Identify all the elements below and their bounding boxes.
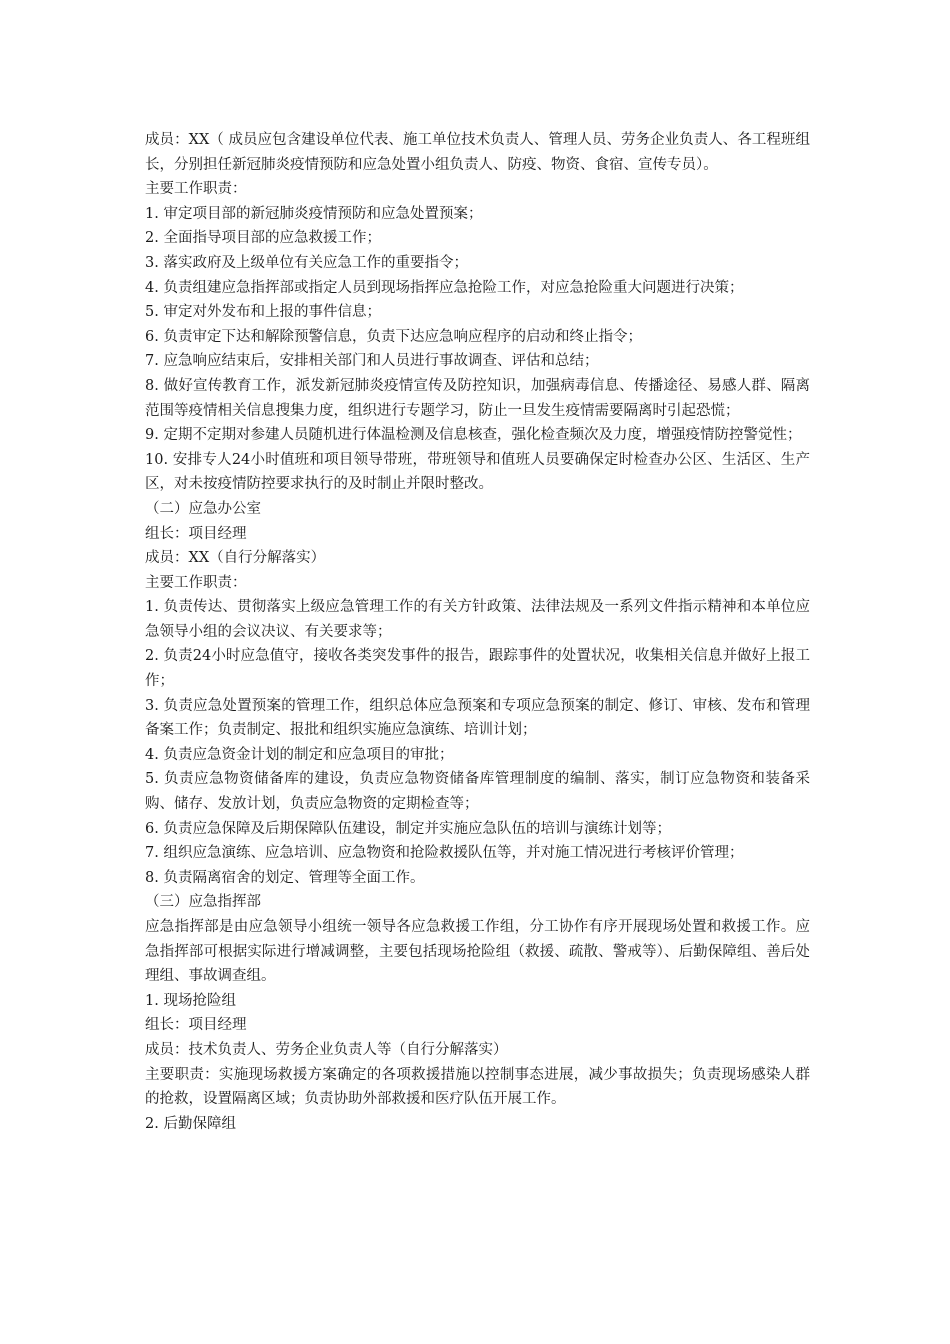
paragraph-office-item-4: 4. 负责应急资金计划的制定和应急项目的审批； xyxy=(145,746,454,763)
paragraph-office-duties-heading: 主要工作职责： xyxy=(145,574,247,591)
subsection-heading-logistics-team: 2. 后勤保障组 xyxy=(145,1115,236,1132)
paragraph-members: 成员：XX（ 成员应包含建设单位代表、施工单位技术负责人、管理人员、劳务企业负责人、各工程班组长，分别担任新冠肺炎疫情预防和应急处置小组负责人、防疫、物资、食宿、宣传专员）。 xyxy=(145,132,810,173)
paragraph-rescue-leader: 组长：项目经理 xyxy=(145,1017,247,1034)
section-heading-command-center: （三）应急指挥部 xyxy=(145,894,261,911)
paragraph-item-1: 1. 审定项目部的新冠肺炎疫情预防和应急处置预案； xyxy=(145,205,483,222)
document-body xyxy=(145,128,810,1136)
paragraph-office-leader: 组长：项目经理 xyxy=(145,525,247,542)
paragraph-office-item-2: 2. 负责24小时应急值守，接收各类突发事件的报告，跟踪事件的处置状况，收集相关信息并做好上报工作； xyxy=(145,648,810,690)
subsection-heading-rescue-team: 1. 现场抢险组 xyxy=(145,992,236,1009)
paragraph-rescue-duties: 主要职责：实施现场救援方案确定的各项救援措施以控制事态进展，减少事故损失；负责现场感染人群的抢救，设置隔离区域；负责协助外部救援和医疗队伍开展工作。 xyxy=(145,1066,810,1108)
paragraph-office-item-7: 7. 组织应急演练、应急培训、应急物资和抢险救援队伍等，并对施工情况进行考核评价管理； xyxy=(145,845,744,862)
paragraph-item-3: 3. 落实政府及上级单位有关应急工作的重要指令； xyxy=(145,254,468,271)
paragraph-item-5: 5. 审定对外发布和上报的事件信息； xyxy=(145,304,381,321)
paragraph-office-item-6: 6. 负责应急保障及后期保障队伍建设，制定并实施应急队伍的培训与演练计划等； xyxy=(145,820,671,837)
paragraph-office-item-8: 8. 负责隔离宿舍的划定、管理等全面工作。 xyxy=(145,869,425,886)
paragraph-item-10: 10. 安排专人24小时值班和项目领导带班，带班领导和值班人员要确保定时检查办公区、生活区、生产区，对未按疫情防控要求执行的及时制止并限时整改。 xyxy=(145,451,810,493)
paragraph-item-4: 4. 负责组建应急指挥部或指定人员到现场指挥应急抢险工作，对应急抢险重大问题进行决策； xyxy=(145,279,744,296)
paragraph-office-members: 成员：XX（自行分解落实） xyxy=(145,550,326,567)
section-heading-emergency-office: （二）应急办公室 xyxy=(145,500,261,517)
paragraph-item-8: 8. 做好宣传教育工作，派发新冠肺炎疫情宣传及防控知识，加强病毒信息、传播途径、易感人群、隔离范围等疫情相关信息搜集力度，组织进行专题学习，防止一旦发生疫情需要隔离时引起恐慌； xyxy=(145,377,810,419)
paragraph-item-9: 9. 定期不定期对参建人员随机进行体温检测及信息核查，强化检查频次及力度，增强疫情防控警觉性； xyxy=(145,427,802,444)
paragraph-duties-heading: 主要工作职责： xyxy=(145,181,247,198)
paragraph-office-item-5: 5. 负责应急物资储备库的建设，负责应急物资储备库管理制度的编制、落实，制订应急物资和装备采购、储存、发放计划，负责应急物资的定期检查等； xyxy=(145,771,810,813)
paragraph-office-item-1: 1. 负责传达、贯彻落实上级应急管理工作的有关方针政策、法律法规及一系列文件指示精神和本单位应急领导小组的会议决议、有关要求等； xyxy=(145,599,810,640)
paragraph-command-intro: 应急指挥部是由应急领导小组统一领导各应急救援工作组，分工协作有序开展现场处置和救援工作。应急指挥部可根据实际进行增减调整，主要包括现场抢险组（救援、疏散、警戒等）、后勤保障组、善后处理组、事故调查组。 xyxy=(145,919,810,985)
paragraph-item-6: 6. 负责审定下达和解除预警信息，负责下达应急响应程序的启动和终止指令； xyxy=(145,328,642,345)
paragraph-rescue-members: 成员：技术负责人、劳务企业负责人等（自行分解落实） xyxy=(145,1041,508,1058)
paragraph-office-item-3: 3. 负责应急处置预案的管理工作，组织总体应急预案和专项应急预案的制定、修订、审核、发布和管理备案工作；负责制定、报批和组织实施应急演练、培训计划； xyxy=(145,697,810,739)
paragraph-item-2: 2. 全面指导项目部的应急救援工作； xyxy=(145,230,381,247)
paragraph-item-7: 7. 应急响应结束后，安排相关部门和人员进行事故调查、评估和总结； xyxy=(145,353,599,370)
